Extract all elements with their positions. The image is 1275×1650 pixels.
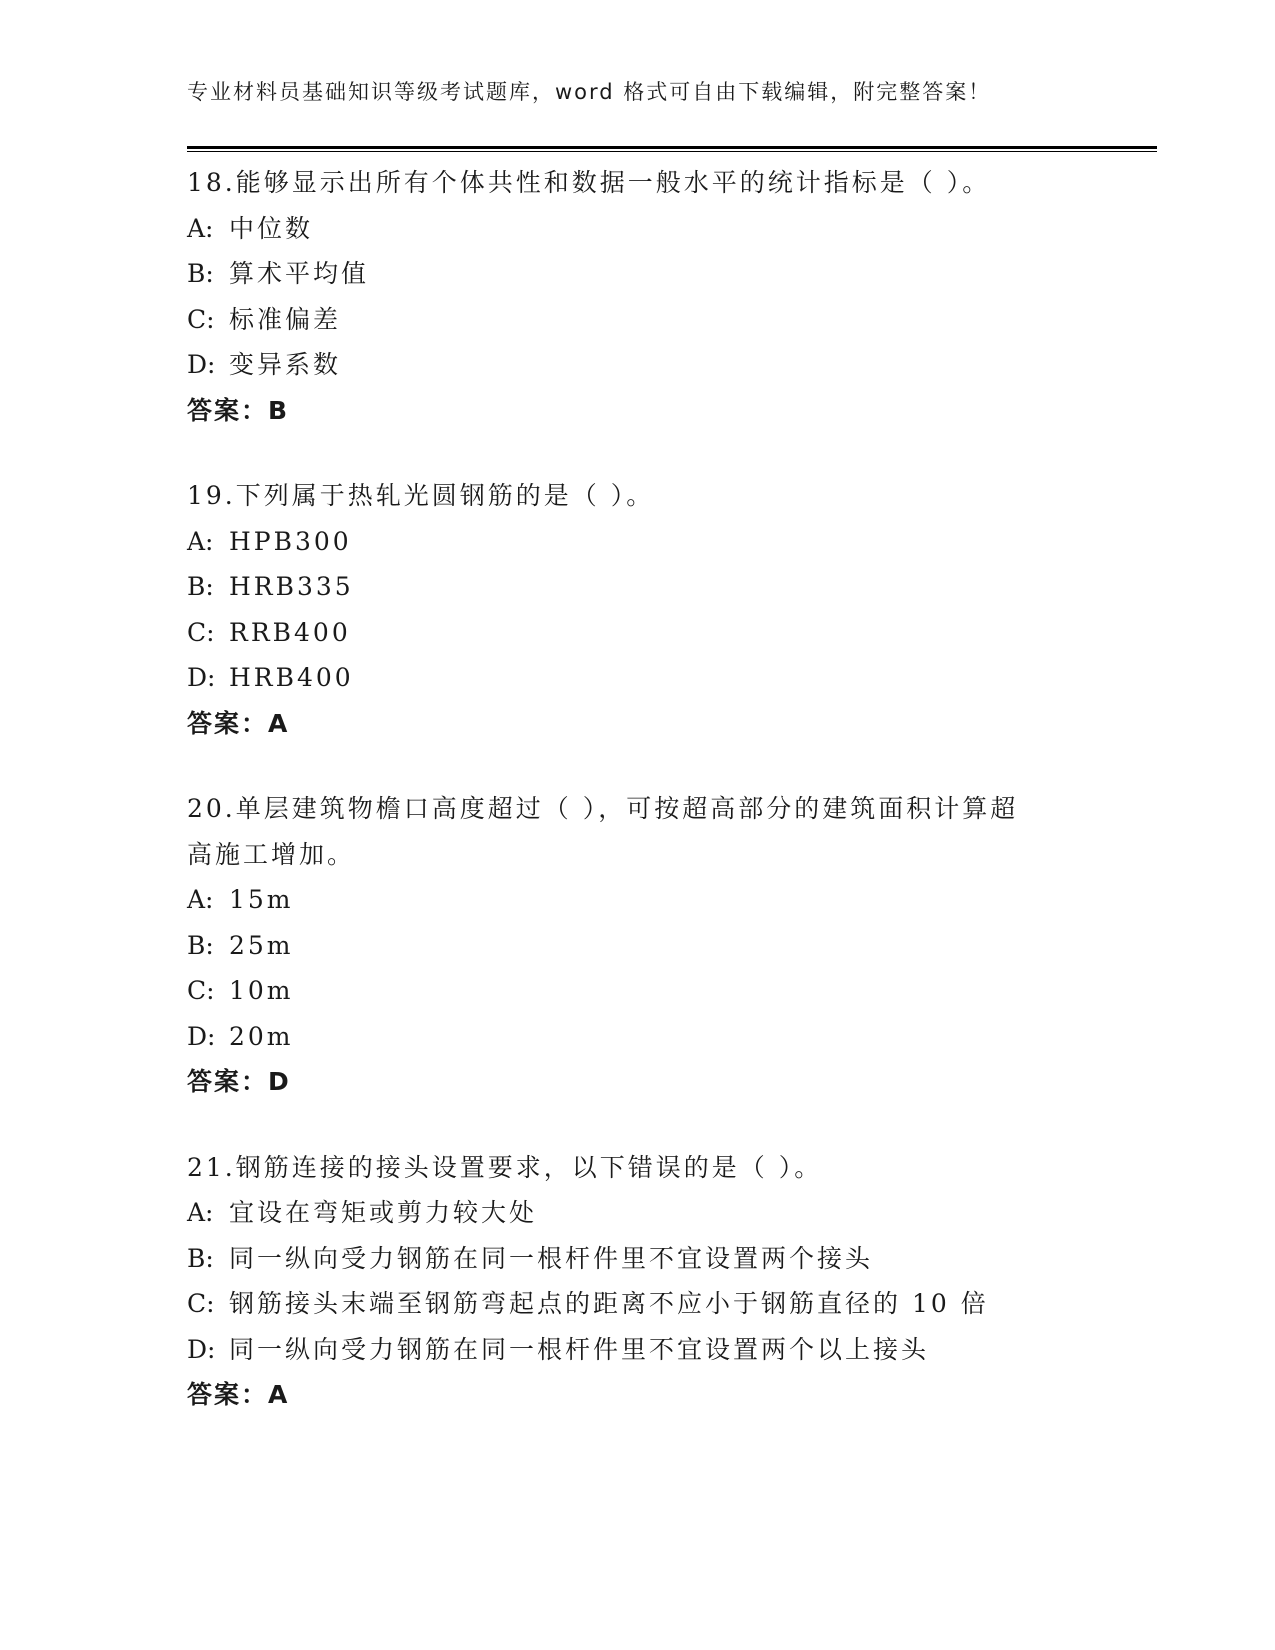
- option-c: [187, 610, 1067, 656]
- option-d: [187, 342, 1067, 388]
- option-d: [187, 1014, 1067, 1060]
- question-list: [187, 160, 1067, 1458]
- option-b: [187, 923, 1067, 969]
- answer: 答案：A: [187, 1380, 290, 1409]
- option-key: C:: [187, 1289, 215, 1318]
- option-key: A:: [187, 526, 214, 556]
- answer: 答案：B: [187, 395, 290, 425]
- option-key: B:: [187, 1243, 214, 1273]
- option-text: 算术平均值: [229, 259, 370, 288]
- question-18: [187, 160, 1067, 433]
- option-key: D:: [187, 350, 216, 379]
- option-text: HRB335: [229, 572, 354, 601]
- option-text: 25m: [229, 930, 294, 960]
- option-text: 标准偏差: [229, 304, 342, 334]
- option-key: D:: [187, 1021, 216, 1051]
- header-rule-thick: [187, 146, 1157, 149]
- option-text: HPB300: [229, 526, 352, 556]
- answer: 答案：A: [187, 708, 290, 738]
- question-stem: 19.下列属于热轧光圆钢筋的是（ ）。: [187, 481, 655, 510]
- option-key: C:: [187, 304, 215, 334]
- option-key: C:: [187, 617, 215, 647]
- question-stem: 21.钢筋连接的接头设置要求，以下错误的是（ ）。: [187, 1152, 823, 1182]
- option-key: C:: [187, 976, 215, 1005]
- option-c: [187, 968, 1067, 1014]
- header-rule-thin: [187, 151, 1157, 152]
- option-text: 15m: [229, 885, 294, 914]
- question-21: [187, 1145, 1067, 1418]
- option-key: B:: [187, 930, 214, 960]
- option-text: HRB400: [229, 663, 354, 692]
- option-a: [187, 519, 1067, 565]
- option-text: 宜设在弯矩或剪力较大处: [229, 1198, 538, 1227]
- option-text: 中位数: [229, 213, 314, 243]
- option-key: B:: [187, 572, 214, 601]
- option-b: [187, 564, 1067, 610]
- option-text: RRB400: [229, 617, 351, 647]
- option-a: [187, 206, 1067, 252]
- option-text: 变异系数: [229, 350, 342, 379]
- option-text: 20m: [229, 1021, 294, 1051]
- option-text: 同一纵向受力钢筋在同一根杆件里不宜设置两个接头: [229, 1243, 874, 1273]
- option-key: A:: [187, 885, 214, 914]
- question-20: [187, 786, 1067, 1105]
- option-c: [187, 297, 1067, 343]
- question-19: [187, 473, 1067, 746]
- option-d: [187, 655, 1067, 701]
- question-stem-line-2: 高施工增加。: [187, 839, 356, 869]
- option-key: A:: [187, 1198, 214, 1227]
- option-d: [187, 1327, 1067, 1373]
- option-b: [187, 1236, 1067, 1282]
- answer: 答案：D: [187, 1067, 291, 1096]
- option-text: 钢筋接头末端至钢筋弯起点的距离不应小于钢筋直径的 10 倍: [229, 1289, 989, 1318]
- option-key: A:: [187, 213, 214, 243]
- option-key: D:: [187, 1334, 216, 1364]
- option-key: D:: [187, 663, 216, 692]
- document-header: 专业材料员基础知识等级考试题库，word 格式可自由下载编辑，附完整答案！: [187, 80, 992, 104]
- option-key: B:: [187, 259, 214, 288]
- option-b: [187, 251, 1067, 297]
- option-a: [187, 877, 1067, 923]
- option-c: [187, 1281, 1067, 1327]
- option-a: [187, 1190, 1067, 1236]
- question-stem-line-1: 20.单层建筑物檐口高度超过（ ），可按超高部分的建筑面积计算超: [187, 794, 1019, 823]
- question-stem: 18.能够显示出所有个体共性和数据一般水平的统计指标是（ ）。: [187, 168, 991, 197]
- option-text: 10m: [229, 976, 294, 1005]
- option-text: 同一纵向受力钢筋在同一根杆件里不宜设置两个以上接头: [229, 1334, 930, 1364]
